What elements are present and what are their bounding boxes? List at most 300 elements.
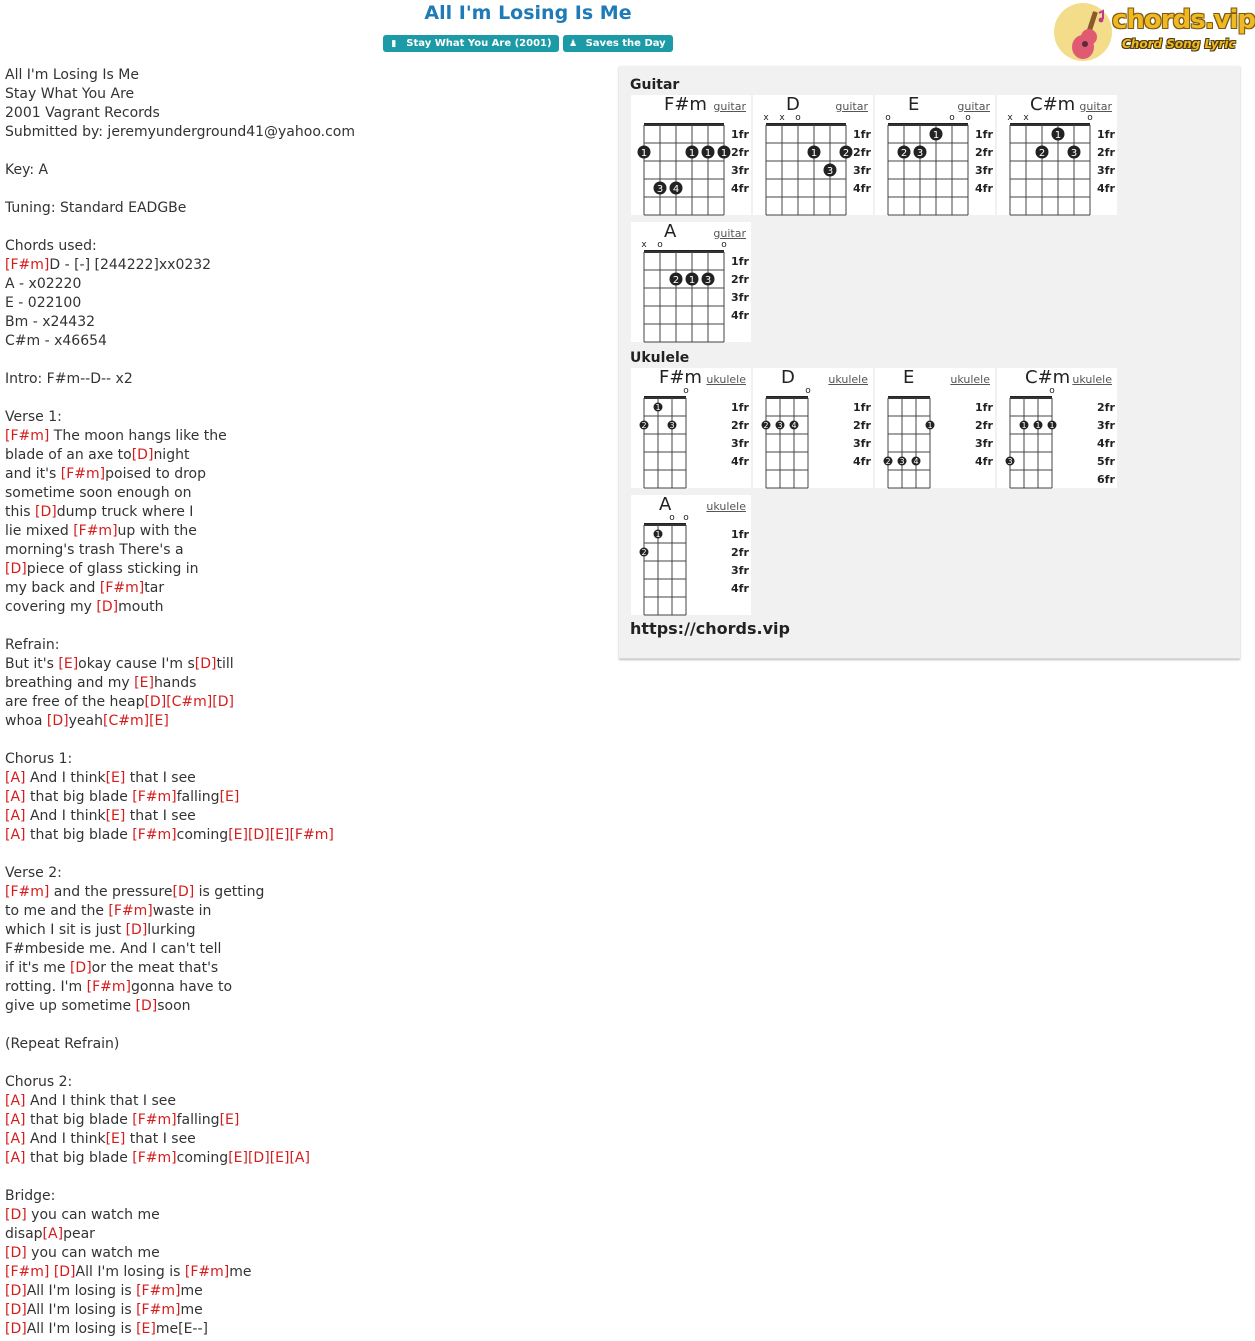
fret-label: 4fr (975, 455, 993, 468)
chord-name: D (781, 367, 795, 388)
lyric-line (5, 1225, 355, 1244)
chord-link[interactable]: [E] (228, 827, 248, 843)
ukulele-chord-card[interactable] (997, 368, 1117, 488)
chord-link[interactable]: [F#m] (136, 1283, 181, 1299)
instrument-link[interactable]: ukulele (828, 373, 868, 386)
lyric-line (5, 1206, 355, 1225)
instrument-link[interactable]: ukulele (1072, 373, 1112, 386)
chord-link[interactable]: [E] (228, 1150, 248, 1166)
lyric-text: lie mixed (5, 523, 74, 539)
chord-link[interactable]: [F#m] (132, 789, 177, 805)
lyric-text: up with the (117, 523, 197, 539)
chord-link[interactable]: [F#m] (99, 580, 145, 596)
finger-number: 1 (932, 130, 940, 141)
lyric-text: dump truck where I (56, 504, 194, 520)
chord-link[interactable]: [F#m] (5, 428, 50, 444)
lyric-text: Bridge: (5, 1188, 56, 1204)
chord-link[interactable]: [D] (5, 1207, 27, 1223)
chord-name: A (664, 221, 677, 242)
lyric-line (5, 864, 355, 883)
chord-link[interactable]: [E] (58, 656, 79, 672)
fret-label: 2fr (731, 546, 749, 559)
lyric-text: The moon hangs like the (49, 428, 227, 444)
chord-link[interactable]: [D] (46, 713, 69, 729)
lyric-text: Key: A (5, 162, 49, 178)
finger-number: 3 (777, 421, 783, 430)
lyric-line (5, 446, 355, 465)
finger-number: 1 (1054, 130, 1062, 141)
fret-label: 4fr (731, 309, 749, 322)
lyric-text: that I see (125, 808, 196, 824)
lyric-text: is getting (194, 884, 265, 900)
lyric-text: piece of glass sticking in (26, 561, 199, 577)
lyric-line (5, 237, 355, 256)
chord-link[interactable]: [D] (131, 447, 154, 463)
lyric-line (5, 484, 355, 503)
chord-link[interactable]: [D] (96, 599, 119, 615)
fret-label: 2fr (1097, 401, 1115, 414)
lyric-text: give up sometime (5, 998, 136, 1014)
guitar-chord-card[interactable] (875, 95, 995, 215)
logo-tagline: Chord Song Lyric (1122, 37, 1236, 51)
chord-link[interactable]: [D] (5, 1321, 27, 1337)
instrument-link[interactable]: ukulele (706, 373, 746, 386)
lyric-text: A - x02220 (5, 276, 82, 292)
lyric-text: All I'm losing is (26, 1302, 137, 1318)
ukulele-chord-card[interactable] (631, 368, 751, 488)
lyric-line (5, 541, 355, 560)
chord-link[interactable]: [E] (105, 808, 126, 824)
lyric-text: this (5, 504, 35, 520)
lyric-text: Chorus 2: (5, 1074, 73, 1090)
chord-link[interactable]: [D] (5, 1283, 27, 1299)
lyric-text: blade of an axe to (5, 447, 132, 463)
lyric-line (5, 1301, 355, 1320)
ukulele-chord-card[interactable] (875, 368, 995, 488)
finger-number: 1 (655, 403, 661, 412)
chord-name: C#m (1030, 94, 1076, 115)
lyric-text: All I'm losing is (26, 1283, 137, 1299)
lyric-line (5, 142, 355, 161)
muted-string-marker: x (779, 113, 785, 123)
chord-link[interactable]: [E] (219, 789, 240, 805)
chord-link[interactable]: [D] (172, 884, 195, 900)
lyric-text: breathing and my (5, 675, 135, 691)
chord-link[interactable]: [A] (5, 827, 26, 843)
album-badge[interactable] (383, 35, 558, 52)
lyric-text: But it's (5, 656, 59, 672)
chord-link[interactable]: [E] (136, 1321, 156, 1337)
lyric-line (5, 883, 355, 902)
lyric-line (5, 674, 355, 693)
lyric-text: And I think that I see (25, 1093, 176, 1109)
lyric-text: whoa (5, 713, 47, 729)
chord-link[interactable]: [F#m] (60, 466, 106, 482)
song-title[interactable]: All I'm Losing Is Me (424, 2, 632, 24)
fret-label: 1fr (731, 255, 749, 268)
lyric-line (5, 465, 355, 484)
finger-number: 1 (640, 148, 648, 159)
lyric-line (5, 978, 355, 997)
fret-label: 3fr (853, 437, 871, 450)
lyric-text: me[E--] (155, 1321, 208, 1337)
album-badge-label: Stay What You Are (2001) (406, 38, 552, 49)
lyric-line (5, 617, 355, 636)
lyric-text: All I'm losing is (75, 1264, 185, 1280)
chord-link[interactable]: [D] (125, 922, 148, 938)
lyric-line (5, 408, 355, 427)
finger-number: 3 (899, 457, 905, 466)
open-string-marker: o (885, 113, 891, 123)
lyric-line (5, 1282, 355, 1301)
finger-number: 2 (900, 148, 908, 159)
chord-name: C#m (1025, 367, 1071, 388)
lyric-text: Intro: F#m--D-- x2 (5, 371, 133, 387)
finger-number: 2 (672, 275, 680, 286)
finger-number: 1 (655, 530, 661, 539)
fret-label: 1fr (975, 128, 993, 141)
fret-label: 2fr (1097, 146, 1115, 159)
chord-link[interactable]: [D] (5, 1302, 27, 1318)
lyric-line (5, 503, 355, 522)
lyric-line (5, 1320, 355, 1339)
fret-label: 4fr (853, 182, 871, 195)
fret-label: 1fr (731, 528, 749, 541)
chord-link[interactable]: [A] (5, 1112, 26, 1128)
chord-name: E (903, 367, 915, 388)
lyric-text: F#mbeside me. And I can't tell (5, 941, 222, 957)
guitar-chord-card[interactable] (753, 95, 873, 215)
lyric-line (5, 579, 355, 598)
finger-number: 4 (913, 457, 919, 466)
finger-number: 2 (641, 548, 647, 557)
lyric-text: night (153, 447, 190, 463)
chord-link[interactable]: [F#m] (73, 523, 118, 539)
fret-label: 3fr (975, 437, 993, 450)
lyric-text: to me and the (5, 903, 109, 919)
lyric-line (5, 1149, 355, 1168)
lyric-line (5, 370, 355, 389)
open-string-marker: o (1049, 386, 1055, 396)
chord-link[interactable]: [F#m] (132, 1150, 177, 1166)
lyric-text: hands (153, 675, 197, 691)
chord-name: F#m (664, 94, 707, 115)
chord-link[interactable]: [A] (5, 1150, 26, 1166)
site-url-link[interactable]: https://chords.vip (630, 619, 790, 638)
chord-link[interactable]: [D] (5, 561, 27, 577)
lyric-text: if it's me (5, 960, 70, 976)
chord-link[interactable]: [D] (247, 827, 270, 843)
chord-link[interactable]: [C#m] (103, 713, 150, 729)
lyric-line (5, 921, 355, 940)
lyric-line (5, 826, 355, 845)
ukulele-chord-diagram (631, 495, 751, 615)
lyric-text: rotting. I'm (5, 979, 87, 995)
lyric-line (5, 104, 355, 123)
song-badges (0, 35, 1056, 52)
chord-link[interactable]: [D] (212, 694, 234, 710)
person-icon: ♟ (569, 39, 578, 49)
lyric-line (5, 731, 355, 750)
chord-link[interactable]: [D] (247, 1150, 270, 1166)
guitar-chord-diagram (753, 95, 873, 215)
lyric-line (5, 389, 355, 408)
fret-label: 4fr (1097, 437, 1115, 450)
fret-label: 4fr (975, 182, 993, 195)
lyric-text: E - 022100 (5, 295, 82, 311)
lyric-text: Bm - x24432 (5, 314, 96, 330)
guitar-chord-card[interactable] (997, 95, 1117, 215)
fret-label: 1fr (975, 401, 993, 414)
lyric-text: you can watch me (26, 1207, 160, 1223)
finger-number: 1 (810, 148, 818, 159)
lyric-line (5, 218, 355, 237)
lyric-text: All I'm losing is (26, 1321, 137, 1337)
ukulele-heading: Ukulele (630, 350, 690, 366)
fret-label: 4fr (731, 182, 749, 195)
open-string-marker: o (683, 386, 689, 396)
lyric-text: my back and (5, 580, 100, 596)
fret-label: 1fr (731, 401, 749, 414)
chord-link[interactable]: [D] (53, 1264, 76, 1280)
finger-number: 3 (826, 166, 834, 177)
lyric-text: Chords used: (5, 238, 97, 254)
lyric-text: me (180, 1302, 203, 1318)
lyric-line (5, 807, 355, 826)
chord-link[interactable]: [C#m] (166, 694, 213, 710)
chord-link[interactable]: [D] (135, 998, 158, 1014)
lyric-line (5, 1054, 355, 1073)
guitar-chord-diagram (875, 95, 995, 215)
chord-link[interactable]: [E] (105, 770, 126, 786)
lyric-text: falling (176, 789, 220, 805)
fret-label: 3fr (731, 164, 749, 177)
chord-link[interactable]: [F#m] (86, 979, 131, 995)
chord-link[interactable]: [F#m] (289, 827, 334, 843)
chord-link[interactable]: [A] (5, 1093, 26, 1109)
chord-link[interactable]: [A] (5, 789, 26, 805)
finger-number: 2 (763, 421, 769, 430)
chord-link[interactable]: [E] (105, 1131, 126, 1147)
chord-link[interactable]: [A] (5, 770, 26, 786)
lyric-text: soon (157, 998, 191, 1014)
guitar-chord-card[interactable] (631, 222, 751, 342)
chord-link[interactable]: [D] (5, 1245, 27, 1261)
lyric-text: C#m - x46654 (5, 333, 107, 349)
fret-label: 5fr (1097, 455, 1115, 468)
finger-number: 1 (688, 275, 696, 286)
lyric-line (5, 693, 355, 712)
fret-label: 4fr (731, 582, 749, 595)
lyric-text: Refrain: (5, 637, 60, 653)
fret-label: 1fr (1097, 128, 1115, 141)
chord-link[interactable]: [E] (149, 713, 169, 729)
guitar-heading: Guitar (630, 77, 680, 93)
instrument-link[interactable]: guitar (957, 100, 990, 113)
chord-link[interactable]: [A] (5, 1131, 26, 1147)
lyric-text: Tuning: Standard EADGBe (5, 200, 187, 216)
lyric-text: pear (63, 1226, 95, 1242)
lyric-text: lurking (147, 922, 196, 938)
chord-link[interactable]: [E] (269, 1150, 290, 1166)
muted-string-marker: x (641, 240, 647, 250)
ukulele-chord-card[interactable] (753, 368, 873, 488)
lyric-line (5, 750, 355, 769)
chord-link[interactable]: [F#m] (5, 257, 50, 273)
open-string-marker: o (795, 113, 801, 123)
chord-link[interactable]: [D] (144, 694, 167, 710)
lyric-line (5, 199, 355, 218)
finger-number: 1 (688, 148, 696, 159)
lyric-text: (Repeat Refrain) (5, 1036, 120, 1052)
open-string-marker: o (721, 240, 727, 250)
lyric-text: covering my (5, 599, 97, 615)
lyric-text: that big blade (25, 1112, 133, 1128)
lyric-text: or the meat that's (91, 960, 219, 976)
guitar-chord-diagram (631, 222, 751, 342)
lyric-text: me (229, 1264, 252, 1280)
lyric-line (5, 845, 355, 864)
lyric-text: tar (144, 580, 165, 596)
lyric-text: which I sit is just (5, 922, 126, 938)
lyric-line (5, 256, 355, 275)
fret-label: 3fr (1097, 419, 1115, 432)
instrument-link[interactable]: guitar (1079, 100, 1112, 113)
lyric-text: Submitted by: jeremyunderground41@yahoo.com (5, 124, 355, 140)
chord-name: F#m (659, 367, 702, 388)
chord-link[interactable]: [F#m] (184, 1264, 230, 1280)
lyric-line (5, 788, 355, 807)
fret-label: 3fr (731, 564, 749, 577)
lyric-text: poised to drop (105, 466, 207, 482)
finger-number: 1 (704, 148, 712, 159)
lyric-text: that I see (125, 1131, 196, 1147)
lyric-line (5, 997, 355, 1016)
lyric-line (5, 1263, 355, 1282)
chord-link[interactable]: [F#m] (132, 827, 177, 843)
chord-link[interactable]: [D] (69, 960, 92, 976)
chord-name: A (659, 494, 672, 515)
fret-label: 2fr (975, 146, 993, 159)
guitar-logo-icon (1066, 9, 1110, 61)
lyric-line (5, 313, 355, 332)
fret-label: 1fr (731, 128, 749, 141)
chord-link[interactable]: [E] (219, 1112, 240, 1128)
ukulele-chord-diagram (753, 368, 873, 488)
muted-string-marker: x (1007, 113, 1013, 123)
lyric-text: D - [-] [244222]xx0232 (49, 257, 212, 273)
chord-link[interactable]: [E] (269, 827, 290, 843)
chord-panel (619, 66, 1240, 659)
lyric-line (5, 940, 355, 959)
artist-badge[interactable] (563, 35, 673, 52)
open-string-marker: o (805, 386, 811, 396)
chord-link[interactable]: [A] (289, 1150, 310, 1166)
finger-number: 3 (669, 421, 675, 430)
ukulele-chord-diagram (875, 368, 995, 488)
lyric-text: that big blade (25, 827, 133, 843)
lyric-line (5, 351, 355, 370)
fret-label: 3fr (1097, 164, 1115, 177)
lyric-text: yeah (68, 713, 103, 729)
lyric-line (5, 1187, 355, 1206)
chord-link[interactable]: [F#m] (5, 884, 50, 900)
lyric-line (5, 294, 355, 313)
lyric-line (5, 427, 355, 446)
chord-link[interactable]: [F#m] (132, 1112, 177, 1128)
lyric-text: Verse 2: (5, 865, 62, 881)
lyric-line (5, 275, 355, 294)
lyric-text: that big blade (25, 1150, 133, 1166)
lyric-line (5, 123, 355, 142)
chord-link[interactable]: [A] (42, 1226, 64, 1242)
chord-link[interactable]: [D] (35, 504, 57, 520)
finger-number: 1 (1021, 421, 1027, 430)
chord-link[interactable]: [D] (194, 656, 217, 672)
lyric-line (5, 959, 355, 978)
lyric-text: And I think (25, 770, 106, 786)
fret-label: 3fr (731, 291, 749, 304)
lyric-line (5, 1016, 355, 1035)
lyric-line (5, 332, 355, 351)
lyric-line (5, 712, 355, 731)
lyric-text: waste in (152, 903, 212, 919)
artist-badge-label: Saves the Day (585, 38, 666, 49)
instrument-link[interactable]: guitar (713, 100, 746, 113)
lyric-line (5, 180, 355, 199)
lyric-text: mouth (118, 599, 164, 615)
finger-number: 1 (1049, 421, 1055, 430)
guitar-chord-card[interactable] (631, 95, 751, 215)
lyric-line (5, 1130, 355, 1149)
lyric-line (5, 902, 355, 921)
finger-number: 1 (927, 421, 933, 430)
fret-label: 4fr (1097, 182, 1115, 195)
site-logo[interactable] (1054, 3, 1255, 61)
lyric-text: okay cause I'm s (78, 656, 195, 672)
open-string-marker: o (683, 513, 689, 523)
chord-link[interactable]: [E] (134, 675, 154, 691)
instrument-link[interactable]: guitar (835, 100, 868, 113)
finger-number: 4 (672, 184, 680, 195)
finger-number: 1 (720, 148, 728, 159)
finger-number: 2 (885, 457, 891, 466)
lyric-text: disap (5, 1226, 43, 1242)
lyric-line (5, 66, 355, 85)
instrument-link[interactable]: guitar (713, 227, 746, 240)
chord-link[interactable]: [A] (5, 808, 26, 824)
chord-link[interactable]: [F#m] (136, 1302, 181, 1318)
chord-link[interactable]: [F#m] (5, 1264, 50, 1280)
lyric-text: and it's (5, 466, 61, 482)
lyric-line (5, 161, 355, 180)
lyric-line (5, 1244, 355, 1263)
finger-number: 2 (842, 148, 850, 159)
instrument-link[interactable]: ukulele (706, 500, 746, 513)
lyric-text: and the pressure (49, 884, 173, 900)
fret-label: 2fr (731, 146, 749, 159)
lyric-text: Verse 1: (5, 409, 62, 425)
chord-link[interactable]: [F#m] (108, 903, 153, 919)
open-string-marker: o (669, 513, 675, 523)
ukulele-chord-card[interactable] (631, 495, 751, 615)
lyric-text: And I think (25, 1131, 106, 1147)
lyric-text: that I see (125, 770, 196, 786)
lyric-line (5, 769, 355, 788)
lyric-text: are free of the heap (5, 694, 145, 710)
finger-number: 3 (656, 184, 664, 195)
instrument-link[interactable]: ukulele (950, 373, 990, 386)
